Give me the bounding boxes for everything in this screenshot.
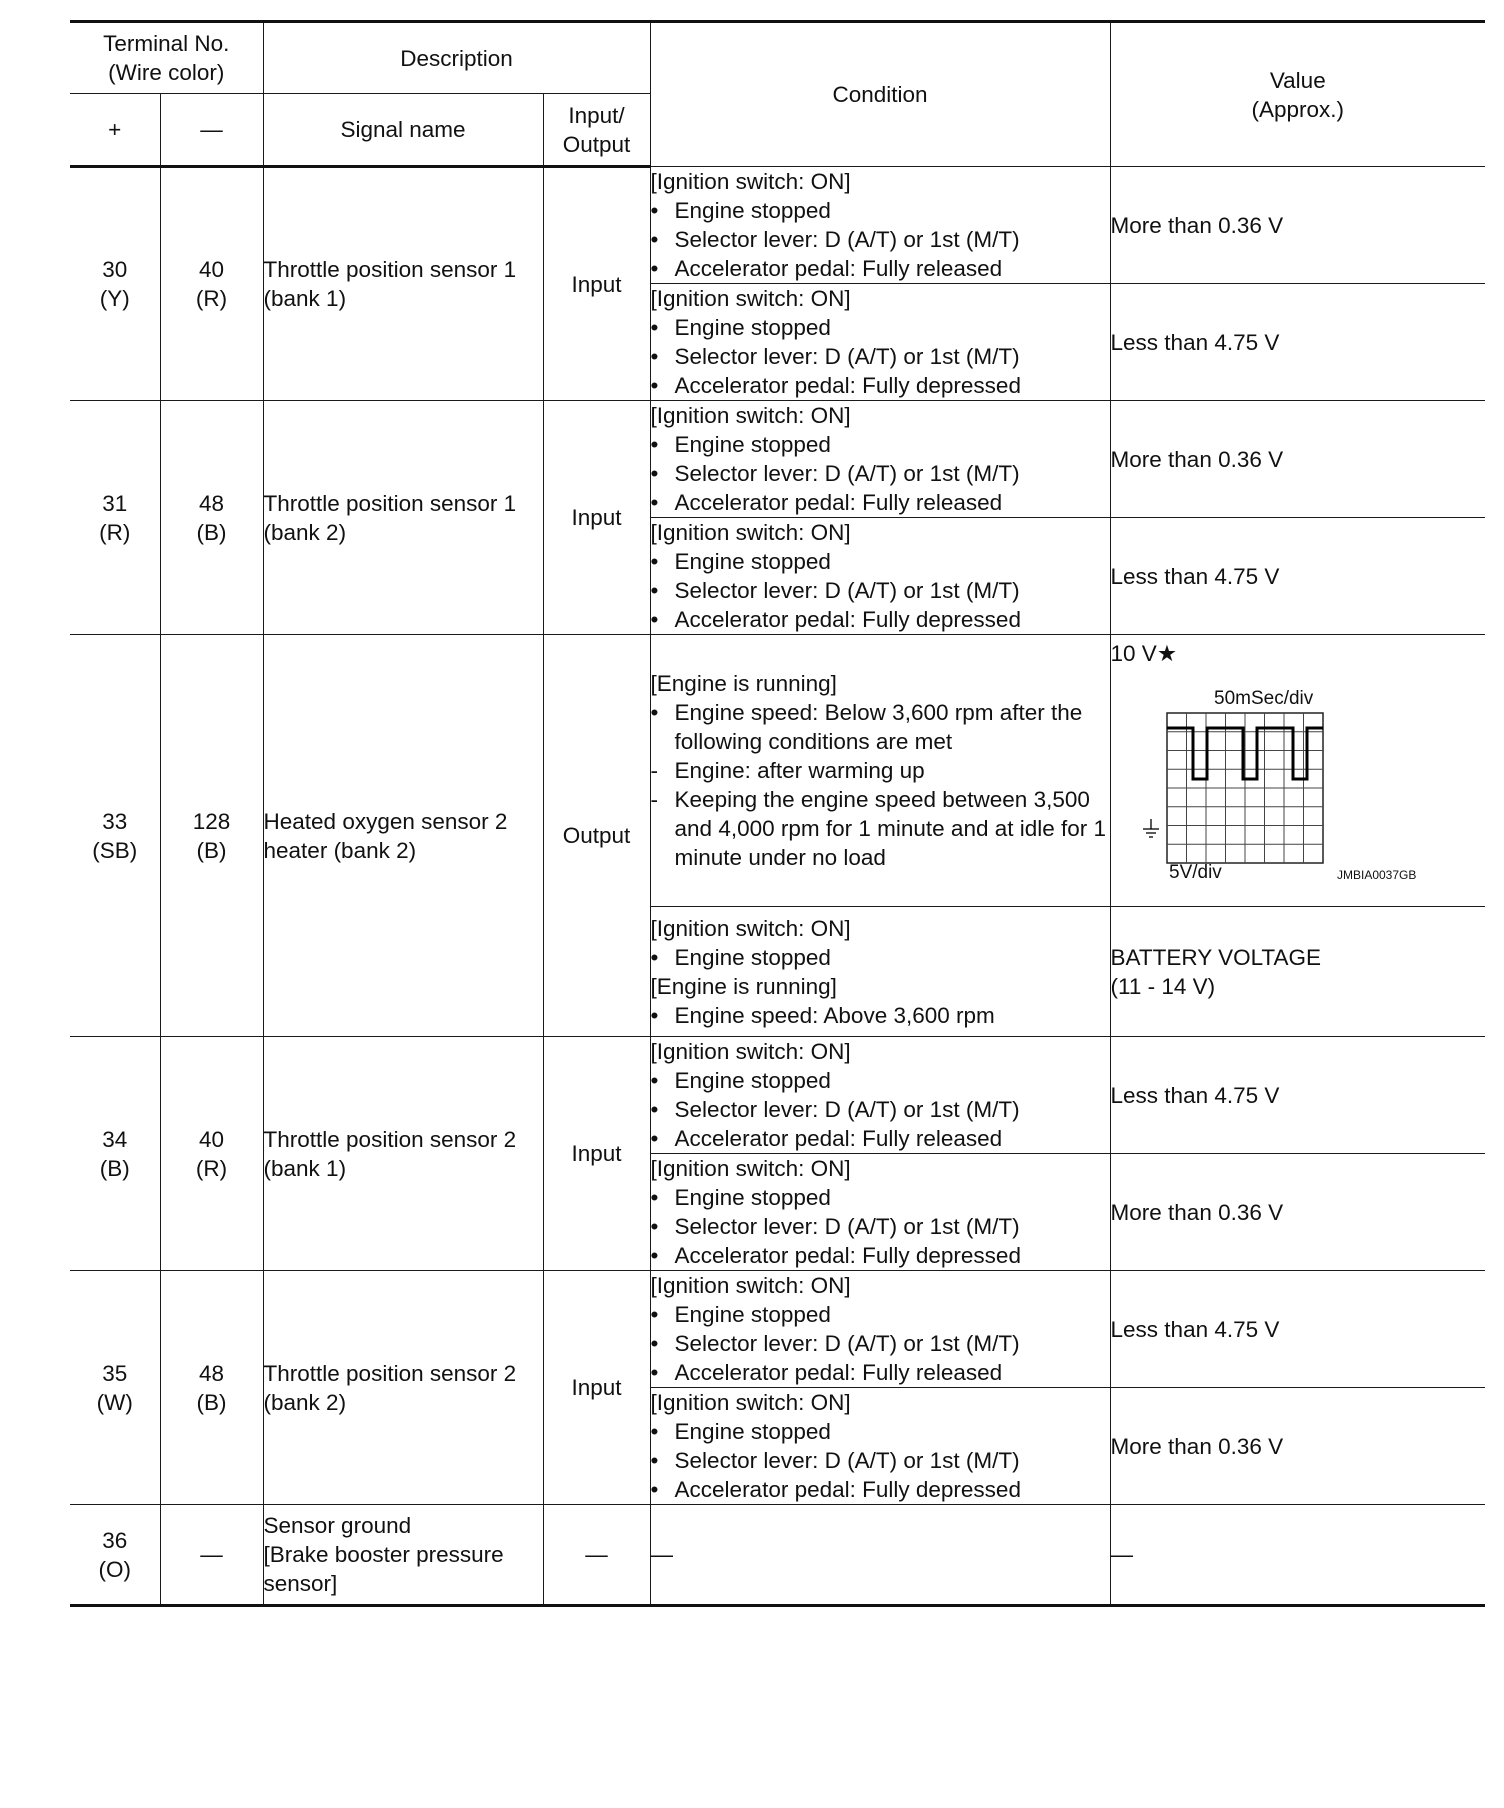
bullet-mark: • [650,1126,659,1151]
condition-title: [Ignition switch: ON] [650,286,851,311]
table-row [70,401,1485,518]
terminal-spec-table [70,20,1485,1607]
condition-dash-item [651,756,1110,785]
condition-text: Selector lever: D (A/T) or 1st (M/T) [674,227,1020,252]
condition-title: [Ignition switch: ON] [650,403,851,428]
value-cell: More than 0.36 V [1110,401,1485,518]
condition-text: Selector lever: D (A/T) or 1st (M/T) [674,578,1020,603]
minus-wire-color: (B) [196,519,227,545]
table-body [70,167,1485,1606]
bullet-mark: • [650,1002,659,1028]
condition-bullet [651,342,1110,371]
condition-bullet [651,1358,1110,1387]
condition-bullet [651,1212,1110,1241]
dash-mark: - [650,758,659,783]
minus-terminal [160,1037,263,1271]
condition-text: Selector lever: D (A/T) or 1st (M/T) [674,344,1020,369]
condition-text: Accelerator pedal: Fully released [674,256,1003,281]
table-row [70,1271,1485,1388]
condition-text: Engine stopped [674,1419,831,1444]
condition-text: Engine stopped [674,944,831,970]
value-cell: Less than 4.75 V [1110,1271,1485,1388]
condition-title: [Ignition switch: ON] [650,1273,851,1298]
input-output: Input [543,167,650,401]
condition-text: Accelerator pedal: Fully released [674,1360,1003,1385]
scope-time-label: 50mSec/div [1213,688,1313,709]
condition-text: Engine stopped [674,1302,831,1327]
oscilloscope-graphic [1111,668,1441,880]
condition-title: [Engine is running] [650,671,837,696]
bullet-mark: • [650,1214,659,1239]
minus-terminal-no: 48 [198,1360,225,1386]
battery-voltage-range: (11 - 14 V) [1110,973,1216,999]
bullet-mark: • [650,700,659,725]
condition-text: Engine: after warming up [674,758,925,783]
condition-bullet [651,943,1110,972]
bullet-mark: • [650,1068,659,1093]
bullet-mark: • [650,1185,659,1210]
signal-name: Throttle position sensor 1 (bank 2) [263,401,543,635]
condition-text: Accelerator pedal: Fully depressed [674,607,1021,632]
plus-terminal-no: 30 [102,257,128,282]
condition-cell [650,401,1110,518]
minus-terminal [160,401,263,635]
condition-text: Selector lever: D (A/T) or 1st (M/T) [674,1448,1020,1473]
condition-bullet [651,1124,1110,1153]
signal-name: Throttle position sensor 2 (bank 2) [263,1271,543,1505]
condition-text: Engine stopped [674,1185,831,1210]
condition-bullet [651,254,1110,283]
condition-dash-item [651,785,1110,872]
value-cell: Less than 4.75 V [1110,1037,1485,1154]
condition-text: Selector lever: D (A/T) or 1st (M/T) [674,1331,1020,1356]
bullet-mark: • [650,256,659,281]
condition-cell [650,1271,1110,1388]
condition-text: Engine stopped [674,315,831,340]
input-output: — [543,1505,650,1606]
condition-title: [Ignition switch: ON] [650,915,851,941]
plus-terminal-no: 35 [102,1360,128,1386]
condition-text: Accelerator pedal: Fully depressed [674,373,1021,398]
condition-text: Accelerator pedal: Fully depressed [674,1477,1021,1502]
minus-terminal: — [160,1505,263,1606]
bullet-mark: • [650,461,659,486]
condition-bullet [651,459,1110,488]
condition-title: [Ignition switch: ON] [650,520,851,545]
plus-terminal [70,1505,160,1606]
condition-bullet [651,196,1110,225]
plus-terminal [70,1037,160,1271]
condition-bullet [651,488,1110,517]
condition-bullet [651,1475,1110,1504]
condition-text: Engine speed: Above 3,600 rpm [674,1002,995,1028]
condition-text: Engine speed: Below 3,600 rpm after the following conditions are met [674,700,1083,754]
condition-bullet [651,1066,1110,1095]
value-cell: More than 0.36 V [1110,1388,1485,1505]
minus-terminal-no: 40 [198,1126,225,1152]
condition-bullet [651,1183,1110,1212]
bullet-mark: • [650,578,659,603]
plus-terminal-no: 34 [102,1126,128,1152]
bullet-mark: • [650,432,659,457]
condition-bullet [651,1329,1110,1358]
condition-text: Engine stopped [674,549,831,574]
condition-bullet [651,698,1110,756]
bullet-mark: • [650,198,659,223]
condition-bullet [651,1300,1110,1329]
table-row [70,635,1485,907]
condition-bullet [651,430,1110,459]
plus-terminal [70,1271,160,1505]
condition-text: Engine stopped [674,198,831,223]
condition-title: [Ignition switch: ON] [650,169,851,194]
condition-cell [650,635,1110,907]
input-output: Output [543,635,650,1037]
condition-bullet [651,1417,1110,1446]
minus-wire-color: (R) [195,1155,228,1181]
condition-text: Accelerator pedal: Fully released [674,1126,1003,1151]
condition-bullet [651,313,1110,342]
battery-voltage-label: BATTERY VOLTAGE [1110,944,1322,970]
condition-title: [Engine is running] [650,973,837,999]
condition-bullet [651,1241,1110,1270]
bullet-mark: • [650,944,659,970]
condition-cell [650,1154,1110,1271]
signal-name [263,1505,543,1606]
bullet-mark: • [650,549,659,574]
value-cell: Less than 4.75 V [1110,284,1485,401]
minus-wire-color: (B) [196,837,227,863]
scope-volt-label: 5V/div [1168,862,1222,880]
header-value: Value (Approx.) [1110,22,1485,167]
bullet-mark: • [650,227,659,252]
waveform-cell [1110,635,1485,907]
bullet-mark: • [650,1302,659,1327]
scope-code-label: JMBIA0037GB [1336,868,1416,880]
input-output: Input [543,1271,650,1505]
bullet-mark: • [650,1360,659,1385]
table-row [70,1037,1485,1154]
condition-bullet [651,1446,1110,1475]
plus-wire-color: (B) [99,1155,130,1181]
header-input-output: Input/ Output [543,94,650,167]
header-signal-name: Signal name [263,94,543,167]
condition-bullet [651,576,1110,605]
signal-name: Throttle position sensor 1 (bank 1) [263,167,543,401]
bullet-mark: • [650,490,659,515]
condition-text: Selector lever: D (A/T) or 1st (M/T) [674,1214,1020,1239]
condition-bullet [651,225,1110,254]
condition-bullet [651,371,1110,400]
header-terminal-no: Terminal No. (Wire color) [70,22,263,94]
bullet-mark: • [650,1097,659,1122]
condition-bullet [651,547,1110,576]
condition-cell [650,518,1110,635]
table-row [70,1505,1485,1606]
signal-name: Heated oxygen sensor 2 heater (bank 2) [263,635,543,1037]
minus-wire-color: (B) [196,1389,227,1415]
input-output: Input [543,401,650,635]
bullet-mark: • [650,373,659,398]
condition-title: [Ignition switch: ON] [650,1390,851,1415]
table-row [70,167,1485,284]
condition-bullet [651,1095,1110,1124]
minus-terminal [160,635,263,1037]
plus-wire-color: (W) [96,1389,133,1415]
condition-cell [650,1037,1110,1154]
bullet-mark: • [650,1331,659,1356]
bullet-mark: • [650,1477,659,1502]
condition-text: Accelerator pedal: Fully depressed [674,1243,1021,1268]
condition-text: Selector lever: D (A/T) or 1st (M/T) [674,1097,1020,1122]
dash-mark: - [650,787,659,812]
condition-cell [650,284,1110,401]
input-output: Input [543,1037,650,1271]
plus-wire-color: (O) [98,1556,131,1582]
condition-cell: — [650,1505,1110,1606]
minus-terminal [160,1271,263,1505]
header-description: Description [263,22,650,94]
condition-cell [650,167,1110,284]
value-cell: Less than 4.75 V [1110,518,1485,635]
condition-title: [Ignition switch: ON] [650,1039,851,1064]
minus-terminal-no: 40 [198,257,225,282]
bullet-mark: • [650,607,659,632]
bullet-mark: • [650,315,659,340]
condition-text: Engine stopped [674,1068,831,1093]
header-condition: Condition [650,22,1110,167]
minus-terminal [160,167,263,401]
condition-cell [650,907,1110,1037]
value-cell: More than 0.36 V [1110,167,1485,284]
value-cell: More than 0.36 V [1110,1154,1485,1271]
condition-text: Engine stopped [674,432,831,457]
plus-terminal [70,635,160,1037]
plus-wire-color: (Y) [99,286,130,311]
condition-text: Accelerator pedal: Fully released [674,490,1003,515]
plus-wire-color: (SB) [92,837,138,863]
bullet-mark: • [650,1448,659,1473]
condition-bullet [651,605,1110,634]
bullet-mark: • [650,344,659,369]
bullet-mark: • [650,1419,659,1444]
header-plus: + [70,94,160,167]
signal-name-line: [Brake booster pressure sensor] [263,1542,504,1596]
condition-bullet [651,1001,1110,1030]
plus-terminal [70,167,160,401]
signal-name-line: Sensor ground [263,1513,412,1538]
bullet-mark: • [650,1243,659,1268]
waveform-value: 10 V★ [1110,641,1177,666]
minus-terminal-no: 128 [192,808,231,834]
value-cell: — [1110,1505,1485,1606]
condition-text: Keeping the engine speed between 3,500 and 4,000 rpm for 1 minute and at idle for 1 minute under no load [674,787,1107,870]
signal-name: Throttle position sensor 2 (bank 1) [263,1037,543,1271]
minus-terminal-no: 48 [198,490,225,516]
plus-terminal-no: 31 [102,490,128,516]
condition-text: Selector lever: D (A/T) or 1st (M/T) [674,461,1020,486]
plus-terminal [70,401,160,635]
condition-cell [650,1388,1110,1505]
plus-terminal-no: 33 [102,808,128,834]
header-minus: — [160,94,263,167]
plus-wire-color: (R) [99,519,131,545]
minus-wire-color: (R) [195,286,228,311]
value-cell [1110,907,1485,1037]
plus-terminal-no: 36 [102,1527,128,1553]
condition-title: [Ignition switch: ON] [650,1156,851,1181]
